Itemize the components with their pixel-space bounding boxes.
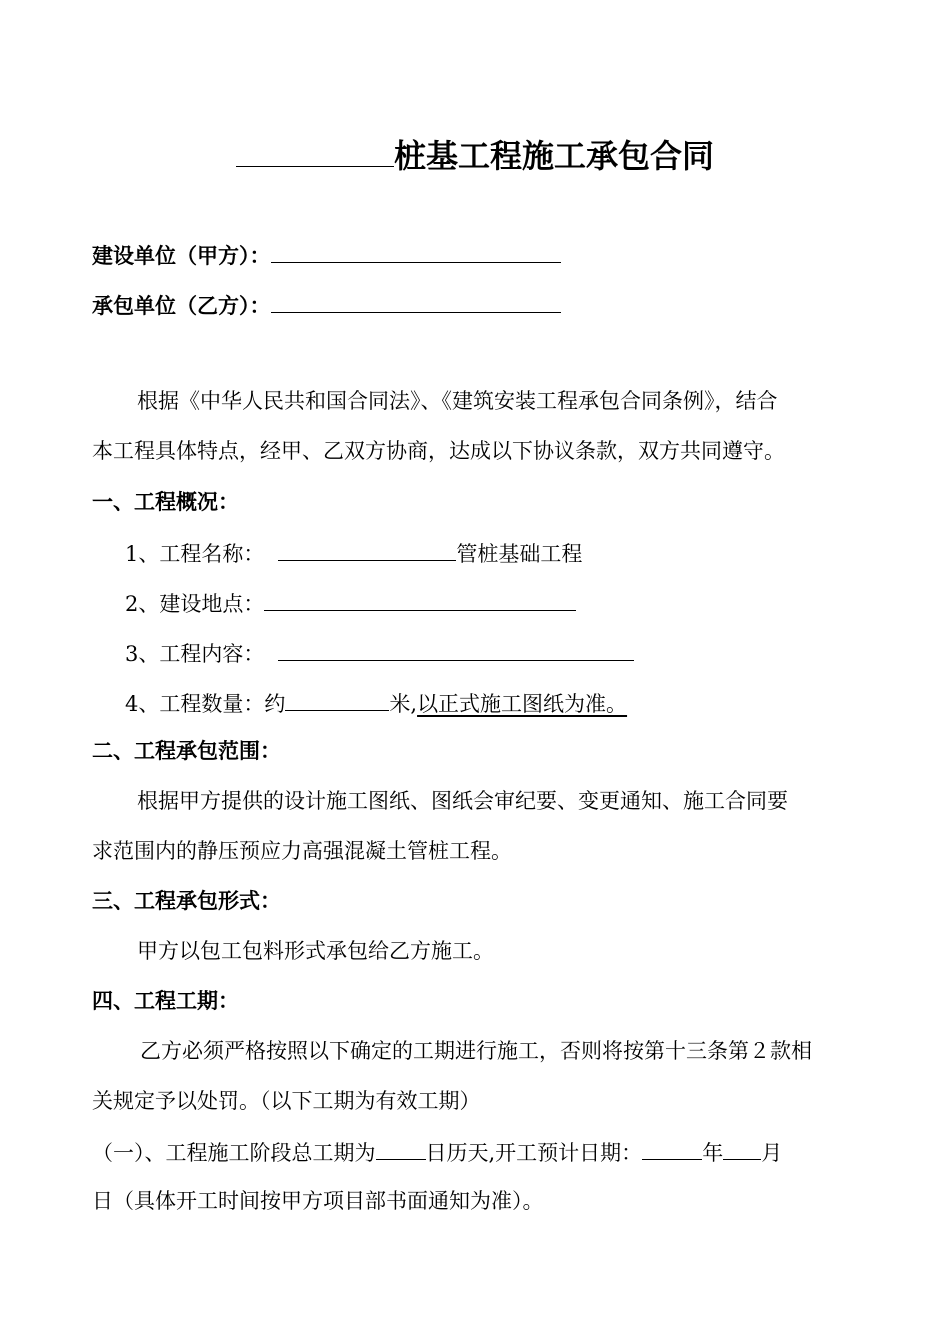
party-a-label: 建设单位（甲方）：	[92, 244, 271, 268]
section2-line-1: 根据甲方提供的设计施工图纸、图纸会审纪要、变更通知、施工合同要	[137, 789, 788, 813]
section3-line-1: 甲方以包工包料形式承包给乙方施工。	[137, 939, 494, 963]
section1-item1	[125, 538, 582, 566]
item3-blank[interactable]	[278, 638, 634, 661]
project-name-blank[interactable]	[236, 132, 394, 167]
party-a-line	[92, 240, 561, 268]
item4-note: 以正式施工图纸为准。	[417, 692, 628, 716]
party-a-blank[interactable]	[271, 240, 561, 263]
month-label: 月	[761, 1141, 783, 1165]
section1-heading: 一、工程概况：	[92, 490, 239, 514]
intro-line-2: 本工程具体特点，经甲、乙双方协商，达成以下协议条款，双方共同遵守。	[92, 439, 785, 463]
section4-line-3	[92, 1137, 782, 1165]
item4-blank[interactable]	[285, 688, 389, 711]
year-blank[interactable]	[642, 1137, 702, 1160]
section2-line-2: 求范围内的静压预应力高强混凝土管桩工程。	[92, 839, 512, 863]
party-b-label: 承包单位（乙方）：	[92, 294, 271, 318]
section1-item2	[125, 588, 576, 616]
page-title	[0, 132, 950, 178]
item4-label: 4、工程数量：约	[125, 692, 286, 716]
section4-line-2: 关规定予以处罚。（以下工期为有效工期）	[92, 1089, 481, 1113]
duration-blank[interactable]	[376, 1137, 426, 1160]
item2-blank[interactable]	[264, 588, 576, 611]
party-b-line	[92, 290, 561, 318]
item1-blank[interactable]	[278, 538, 456, 561]
intro-line-1: 根据《中华人民共和国合同法》、《建筑安装工程承包合同条例》，结合	[137, 389, 778, 413]
duration-label: （一）、工程施工阶段总工期为	[92, 1141, 376, 1165]
party-b-blank[interactable]	[271, 290, 561, 313]
section4-line-4: 日（具体开工时间按甲方项目部书面通知为准）。	[92, 1189, 544, 1213]
section2-heading: 二、工程承包范围：	[92, 739, 281, 763]
start-date-label: 日历天,开工预计日期：	[425, 1141, 643, 1165]
year-label: 年	[702, 1141, 724, 1165]
section3-heading: 三、工程承包形式：	[92, 889, 281, 913]
section4-heading: 四、工程工期：	[92, 989, 239, 1013]
item3-label: 3、工程内容：	[125, 642, 265, 666]
title-text: 桩基工程施工承包合同	[393, 137, 714, 175]
item1-suffix: 管桩基础工程	[456, 542, 583, 566]
section1-item3	[125, 638, 634, 666]
month-blank[interactable]	[723, 1137, 761, 1160]
item2-label: 2、建设地点：	[125, 592, 265, 616]
item1-label: 1、工程名称：	[125, 542, 265, 566]
section4-line-1: 乙方必须严格按照以下确定的工期进行施工，否则将按第十三条第２款相	[140, 1039, 812, 1063]
section1-item4	[125, 688, 627, 716]
item4-unit: 米,	[389, 692, 418, 716]
